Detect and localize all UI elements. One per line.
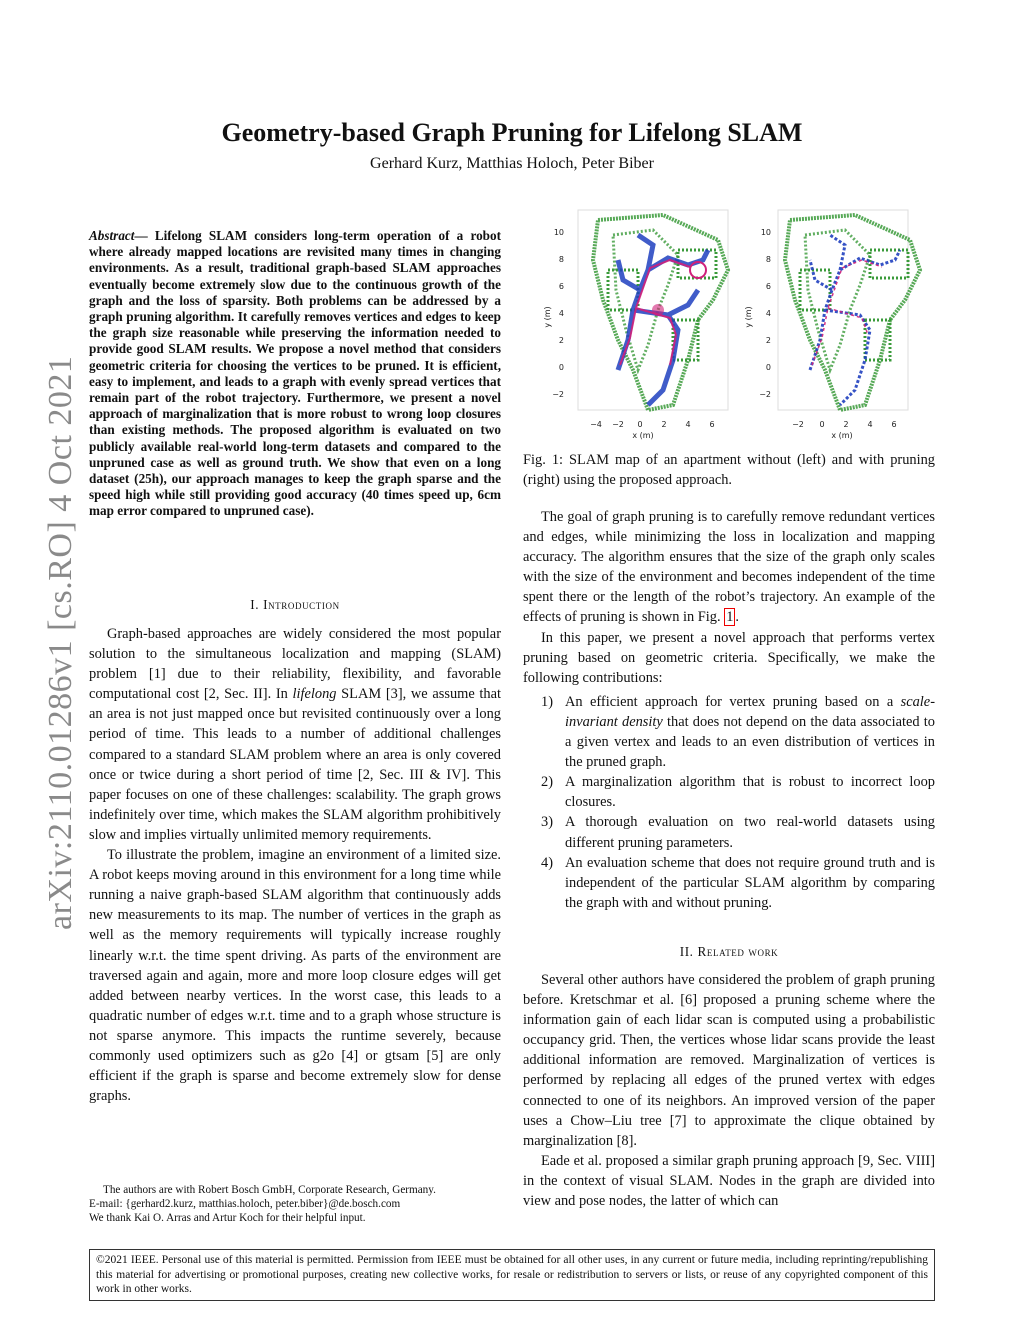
arxiv-identifier-stamp: arXiv:2110.01286v1 [cs.RO] 4 Oct 2021: [42, 355, 79, 930]
slam-map-figure: [540, 202, 925, 442]
related-work-paragraph-1: Several other authors have considered the problem of graph pruning before. Kretschmar et al. [6] proposed a pruning scheme where the information gain of each lidar scan is computed using a probabilistic occupancy grid. Then, the vertices whose lidar scans provide the least additional information are removed. Marginalization of vertices is performed by replacing all edges of the pruned vertex with edges connected to one of its neighbors. An improved version of the paper uses a Chow–Liu tree [7] to approximate the clique obtained by marginalization [8].: [523, 972, 935, 1149]
paper-title: Geometry-based Graph Pruning for Lifelong SLAM: [221, 118, 803, 147]
pruning-goal-paragraph: [523, 507, 935, 628]
intro-p1-part-a: Graph-based approaches are widely considered the most popular solution to the simultaneous localization and mapping (SLAM) problem [1] due to their reliability, flexibility, and favorable computational cost [2, Sec. II]. In: [89, 626, 501, 703]
y-tick: 6: [765, 282, 771, 291]
contribution-emphasis: scale-invariant density: [565, 693, 935, 730]
y-tick: 8: [558, 255, 564, 264]
contribution-item: [523, 853, 935, 913]
y-tick: 4: [765, 309, 771, 318]
contribution-item: [523, 772, 935, 812]
y-axis-label: y (m): [744, 306, 753, 328]
intro-paragraph-2: To illustrate the problem, imagine an environment of a limited size. A robot keeps moving around in this environment for a long time while running a naive graph-based SLAM algorithm that continuously adds new measurements to its map. The number of vertices in the graph as well as the memory requirements will typically increase roughly linearly w.r.t. the time spent driving. As parts of the environment are traversed again and again, more and more loop closure edges will get added between nearby vertices. In the worst case, this leads to a quadratic number of edges w.r.t. time and to a graph whose structure is not sparse anymore. This impacts the runtime severely, because commonly used optimizers such as g2o [4] or gtsam [5] are only efficient if the graph is sparse and become extremely slow for dense graphs.: [89, 847, 501, 1105]
footnote-acknowledgement: We thank Kai O. Arras and Artur Koch for their helpful input.: [89, 1212, 366, 1225]
section-heading-introduction: [89, 597, 501, 613]
author-footnote: [89, 1183, 501, 1226]
contribution-text: An evaluation scheme that does not require ground truth and is independent of the particular SLAM algorithm by comparing the graph with and without pruning.: [565, 854, 935, 911]
figure-1: [540, 202, 925, 442]
related-work-paragraph-2: Eade et al. proposed a similar graph pruning approach [9, Sec. VIII] in the context of visual SLAM. Nodes in the graph are divided into view and pose nodes, the latter of which can: [523, 1152, 935, 1210]
y-tick: −2: [759, 390, 771, 399]
contribution-text: An efficient approach for vertex pruning based on a: [565, 693, 901, 710]
y-tick: 2: [765, 336, 771, 345]
ieee-copyright-notice: ©2021 IEEE. Personal use of this material is permitted. Permission from IEEE must be obtained for all other uses, in any current or future media, including reprinting/republishing this material for advertising or promotional purposes, creating new collective works, for resale or redistribution to servers or lists, or reuse of any copyrighted component of this work in other works.: [89, 1249, 935, 1301]
x-tick: 6: [709, 420, 715, 429]
abstract-label: Abstract: [89, 228, 135, 243]
y-tick: 10: [553, 228, 564, 237]
x-tick: 0: [819, 420, 825, 429]
contribution-number: 3): [541, 814, 553, 831]
contribution-number: 1): [541, 693, 553, 710]
figure-1-caption: Fig. 1: SLAM map of an apartment without (left) and with pruning (right) using the proposed approach.: [523, 452, 935, 488]
contributions-intro-paragraph: In this paper, we present a novel approach that performs vertex pruning based on geometric criteria. Specifically, we make the following contributions:: [523, 629, 935, 686]
contribution-text: A marginalization algorithm that is robust to incorrect loop closures.: [565, 774, 935, 811]
contribution-text-b: that does not depend on the data associated to a given vertex and leads to an even distribution of vertices in the pruned graph.: [565, 713, 935, 771]
footnote-email: E-mail: {gerhard2.kurz, matthias.holoch, peter.biber}@de.bosch.com: [89, 1198, 401, 1211]
y-axis-label: y (m): [543, 306, 552, 328]
contributions-list: [523, 692, 935, 913]
section-number: I.: [250, 597, 260, 612]
introduction-body: [89, 624, 501, 1106]
section-heading-related-work: [523, 944, 935, 960]
intro-paragraph-1: [89, 624, 501, 845]
y-tick: 8: [765, 255, 771, 264]
x-tick: −2: [792, 420, 804, 429]
contribution-number: 2): [541, 774, 553, 791]
intro-p1-emphasis: lifelong: [292, 686, 337, 703]
y-tick: 4: [558, 309, 564, 318]
goal-text-a: The goal of graph pruning is to carefully remove redundant vertices and edges, while minimizing the loss in localization and mapping accuracy. The algorithm ensures that the size of the graph only scales with the size of the environment and becomes independent of the time spent there or the length of the robot’s trajectory. An example of the effects of pruning is shown in Fig.: [523, 509, 935, 626]
contribution-item: [523, 692, 935, 772]
contribution-number: 4): [541, 854, 553, 871]
section-title: Related work: [697, 944, 779, 959]
abstract: [89, 228, 501, 520]
y-tick: 0: [765, 363, 771, 372]
pruned-map: [778, 210, 920, 410]
x-tick: −4: [590, 420, 602, 429]
x-tick: 4: [685, 420, 691, 429]
y-tick: 0: [558, 363, 564, 372]
contribution-text: A thorough evaluation on two real-world datasets using different pruning parameters.: [565, 814, 935, 851]
section-number: II.: [679, 944, 694, 959]
y-tick: 2: [558, 336, 564, 345]
unpruned-map: [578, 210, 728, 410]
x-axis-label: x (m): [831, 431, 853, 440]
figure-1-reference-link[interactable]: 1: [726, 609, 734, 626]
paper-authors: Gerhard Kurz, Matthias Holoch, Peter Biber: [370, 155, 654, 172]
x-tick: 4: [867, 420, 873, 429]
section-title: Introduction: [263, 597, 340, 612]
y-tick: −2: [552, 390, 564, 399]
abstract-text: — Lifelong SLAM considers long-term operation of a robot where already mapped locations are revisited many times in changing environments. As a result, traditional graph-based SLAM approaches eventually become extremely slow due to the continuous growth of the graph and the loss of sparsity. Both problems can be addressed by a graph pruning algorithm. It carefully removes vertices and edges to keep the graph size reasonable while preserving the information needed to provide good SLAM results. We propose a novel method that considers geometric criteria for choosing the vertices to be pruned. It is efficient, easy to implement, and leads to a graph with evenly spread vertices that remain part of the robot trajectory. Furthermore, we present a novel approach of marginalization that is more robust to wrong loop closures than existing methods. The proposed algorithm is evaluated on two publicly available real-world long-term datasets and compared to the unpruned case as well as ground truth. We show that even on a long dataset (25h), our approach manages to keep the graph sparse and the speed high while still providing good accuracy (40 times speed up, 6cm map error compared to unpruned case).: [89, 228, 501, 519]
contribution-item: [523, 812, 935, 852]
x-axis-label: x (m): [632, 431, 654, 440]
x-tick: −2: [612, 420, 624, 429]
related-work-body: [523, 970, 935, 1211]
y-tick: 6: [558, 282, 564, 291]
goal-text-b: .: [735, 609, 740, 626]
right-column-body: [523, 507, 935, 913]
x-tick: 6: [891, 420, 897, 429]
intro-p1-part-b: SLAM [3], we assume that an area is not just mapped once but revisited continuously over a long period of time. This leads to a number of additional challenges compared to a standard SLAM problem where an area is only covered once or twice during a short period of time [2, Sec. III & IV]. This paper focuses on one of these challenges: scalability. The graph grows indefinitely over time, which makes the SLAM algorithm prohibitively slow and implies virtually unlimited memory requirements.: [89, 686, 501, 843]
x-tick: 0: [637, 420, 643, 429]
x-tick: 2: [661, 420, 667, 429]
y-tick: 10: [760, 228, 771, 237]
footnote-affiliation: The authors are with Robert Bosch GmbH, Corporate Research, Germany.: [103, 1184, 436, 1196]
x-tick: 2: [843, 420, 849, 429]
